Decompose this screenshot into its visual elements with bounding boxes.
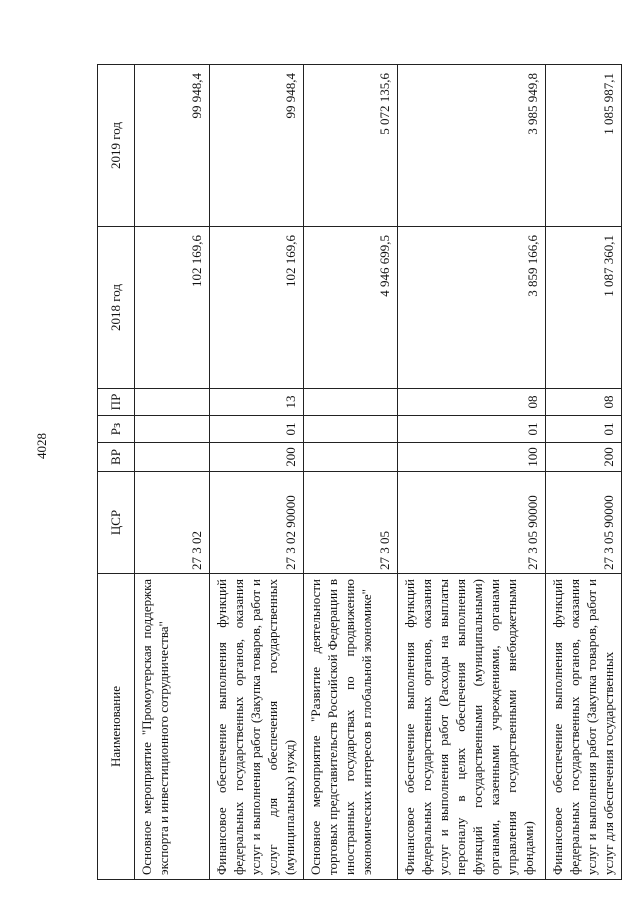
row-2018: 1 087 360,1 — [546, 227, 622, 389]
table-row — [398, 65, 546, 880]
row-rz — [304, 416, 398, 443]
row-vr — [135, 443, 210, 472]
budget-table — [97, 64, 622, 880]
row-2019: 1 085 987,1 — [546, 65, 622, 227]
table-row — [546, 65, 622, 880]
rotated-page-content — [97, 65, 616, 880]
row-csr: 27 3 05 90000 — [398, 472, 546, 574]
row-2018: 3 859 166,6 — [398, 227, 546, 389]
header-vr: ВР — [98, 443, 135, 472]
row-csr: 27 3 05 — [304, 472, 398, 574]
header-rz: Рз — [98, 416, 135, 443]
row-csr: 27 3 02 90000 — [210, 472, 304, 574]
row-2019: 99 948,4 — [210, 65, 304, 227]
row-name: Основное мероприятие "Развитие деятельности торговых представительств Российской Федерации в иностранных государствах по продвижению экономических интересов в глобальной экономике" — [304, 574, 398, 880]
row-csr: 27 3 05 90000 — [546, 472, 622, 574]
row-pr: 13 — [210, 389, 304, 416]
row-rz: 01 — [398, 416, 546, 443]
header-pr: ПР — [98, 389, 135, 416]
row-rz — [135, 416, 210, 443]
row-2019: 3 985 949,8 — [398, 65, 546, 227]
row-pr: 08 — [398, 389, 546, 416]
row-vr: 100 — [398, 443, 546, 472]
row-rz: 01 — [210, 416, 304, 443]
row-pr — [304, 389, 398, 416]
table-row — [135, 65, 210, 880]
table-header-row — [98, 65, 135, 880]
header-2018: 2018 год — [98, 227, 135, 389]
header-name: Наименование — [98, 574, 135, 880]
row-2018: 4 946 699,5 — [304, 227, 398, 389]
table-row — [210, 65, 304, 880]
row-name: Финансовое обеспечение выполнения функций федеральных государственных органов, оказания услуг и выполнения работ (Расходы на выплаты персоналу в целях обеспечения выполнения функций государственными (муниципальными) органами, казенными учреждениями, органами управления государственными внебюджетными фондами) — [398, 574, 546, 880]
row-vr — [304, 443, 398, 472]
row-csr: 27 3 02 — [135, 472, 210, 574]
row-pr: 08 — [546, 389, 622, 416]
row-vr: 200 — [210, 443, 304, 472]
row-2019: 99 948,4 — [135, 65, 210, 227]
row-2018: 102 169,6 — [135, 227, 210, 389]
row-pr — [135, 389, 210, 416]
row-2018: 102 169,6 — [210, 227, 304, 389]
row-name: Финансовое обеспечение выполнения функций федеральных государственных органов, оказания услуг и выполнения работ (Закупка товаров, работ и услуг для обеспечения государственных (муниципальных) нужд) — [210, 574, 304, 880]
row-name: Основное мероприятие "Промоутерская поддержка экспорта и инвестиционного сотрудничества" — [135, 574, 210, 880]
page-number: 4028 — [34, 433, 49, 459]
row-vr: 200 — [546, 443, 622, 472]
row-name: Финансовое обеспечение выполнения функций федеральных государственных органов, оказания услуг и выполнения работ (Закупка товаров, работ и услуг для обеспечения государственных — [546, 574, 622, 880]
table-row — [304, 65, 398, 880]
header-csr: ЦСР — [98, 472, 135, 574]
row-rz: 01 — [546, 416, 622, 443]
header-2019: 2019 год — [98, 65, 135, 227]
row-2019: 5 072 135,6 — [304, 65, 398, 227]
